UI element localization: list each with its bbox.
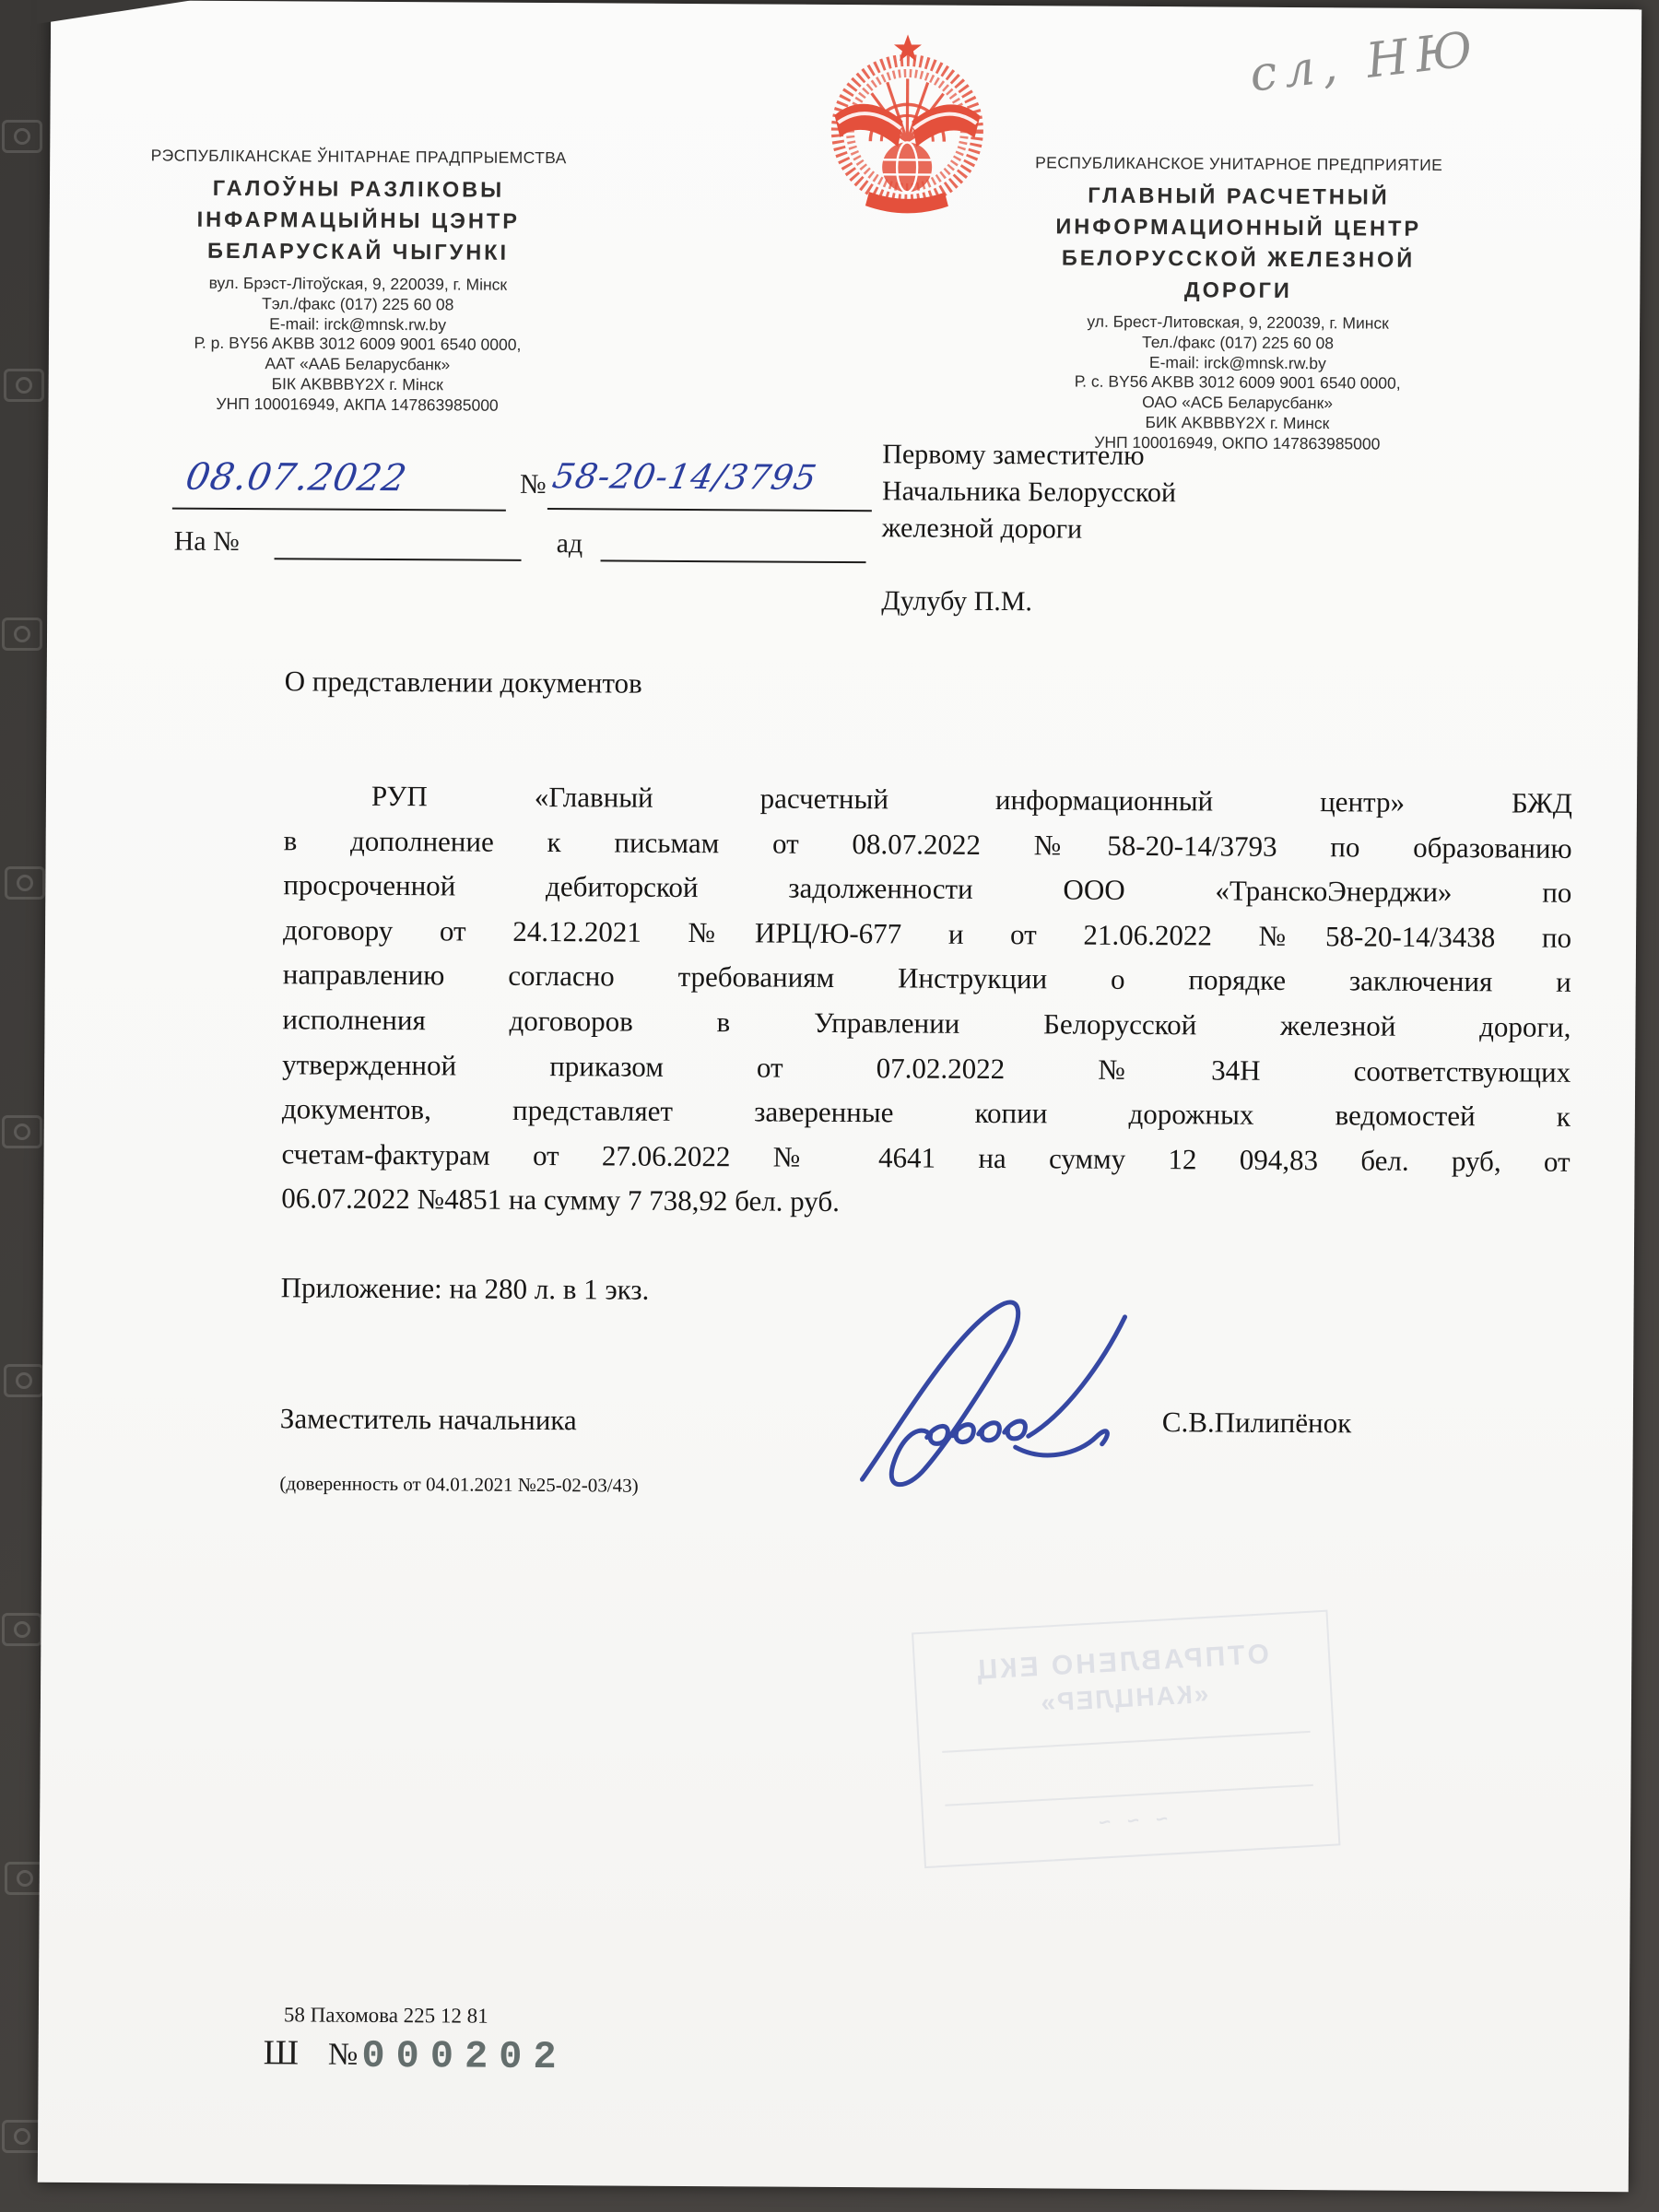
unp-line: УНП 100016949, АКПА 147863985000 <box>216 394 499 415</box>
org-name-line: БЕЛАРУСКАЙ ЧЫГУНКІ <box>206 238 510 265</box>
series-letter: Ш <box>263 2033 301 2073</box>
handwritten-date: 08.07.2022 <box>182 455 411 500</box>
number-sign: № <box>519 468 547 500</box>
camera-icon <box>2 618 42 651</box>
subject-line: О представлении документов <box>284 665 642 700</box>
addressee-block <box>882 436 1418 550</box>
camera-icon <box>2 2120 42 2153</box>
body-line: просроченной дебиторской задолженности ООО «ТранскоЭнерджи» по <box>283 868 1572 910</box>
body-line: договору от 24.12.2021 №ИРЦ/Ю-677 и от 21.06.2022 №58-20-14/3438 по <box>282 913 1572 954</box>
stamp-text-line: «КАНЦЛЕР» <box>1038 1678 1210 1718</box>
address-line: ул. Брест-Литовская, 9, 220039, г. Минск <box>1087 312 1389 333</box>
org-type-label: РЕСПУБЛИКАНСКОЕ УНИТАРНОЕ ПРЕДПРИЯТИЕ <box>1035 153 1443 174</box>
org-type-label: РЭСПУБЛІКАНСКАЕ ЎНІТАРНАЕ ПРАДПРЫЕМСТВА <box>150 146 567 168</box>
addressee-line: железной дороги <box>881 512 1083 545</box>
addressee-name: Дулубу П.М. <box>881 585 1033 618</box>
letter-page <box>38 0 1641 2192</box>
org-address <box>134 273 582 417</box>
org-name <box>134 171 582 268</box>
body-line: исполнения договоров в Управлении Белорусской железной дороги, <box>282 1003 1571 1043</box>
from-date-label: ад <box>556 528 583 559</box>
addressee-line: Начальника Белорусской <box>881 476 1177 509</box>
camera-icon <box>2 1613 42 1646</box>
bic-line: БІК AKBBBY2X г. Мінск <box>271 374 443 394</box>
addressee-line: Первому заместителю <box>882 439 1145 472</box>
bank-line: ОАО «АСБ Беларусбанк» <box>1142 393 1334 413</box>
phone-line: Тэл./факс (017) 225 60 08 <box>262 293 454 314</box>
body-line: документов, представляет заверенные копии дорожных ведомостей к <box>281 1092 1571 1133</box>
bank-line: ААТ «ААБ Беларусбанк» <box>265 354 451 374</box>
handwritten-outgoing-number: 58-20-14/3795 <box>549 456 820 498</box>
org-name <box>1009 179 1467 307</box>
blank-series-number <box>263 2032 567 2079</box>
form-number-stamp: 000202 <box>361 2033 568 2080</box>
body-line: 06.07.2022 №4851 на сумму 7 738,92 бел. руб. <box>281 1182 841 1218</box>
org-name-line: ГЛАВНЫЙ РАСЧЕТНЫЙ <box>1088 182 1390 209</box>
letterhead-russian <box>1008 153 1467 455</box>
in-reply-number-underline <box>275 558 522 561</box>
date-underline <box>172 508 506 512</box>
body-line: направлению согласно требованиям Инструкции о порядке заключения и <box>282 958 1571 999</box>
handwritten-routing-note: сл, НЮ <box>1246 21 1483 103</box>
bic-line: БИК AKBBBY2X г. Минск <box>1145 412 1330 433</box>
body-line: утвержденной приказом от 07.02.2022 №34Н соответствующих <box>282 1047 1571 1088</box>
belarus-coat-of-arms-icon <box>829 30 986 223</box>
stamp-signature-ghost: ~ ~ ~ <box>1092 1806 1169 1834</box>
address-line: вул. Брэст-Літоўская, 9, 220039, г. Мінск <box>208 273 508 294</box>
account-line: Р. с. BY56 AKBB 3012 6009 9001 6540 0000, <box>1074 371 1401 394</box>
email-line: E-mail: irck@mnsk.rw.by <box>1148 352 1326 372</box>
faded-dispatch-stamp <box>912 1610 1340 1868</box>
in-reply-to-label: На № <box>173 525 240 558</box>
signer-position: Заместитель начальника <box>279 1402 577 1437</box>
unp-line: УНП 100016949, ОКПО 147863985000 <box>1094 432 1381 453</box>
body-line: в дополнение к письмам от 08.07.2022 №58-20-14/3793 по образованию <box>283 823 1572 865</box>
org-name-line: ІНФАРМАЦЫЙНЫ ЦЭНТР <box>196 206 521 233</box>
letterhead-belarusian <box>134 146 583 417</box>
org-name-line: ГАЛОЎНЫ РАЗЛІКОВЫ <box>212 175 505 202</box>
camera-icon <box>4 369 44 402</box>
account-line: Р. р. BY56 AKBB 3012 6009 9001 6540 0000, <box>194 334 522 355</box>
handwritten-signature <box>814 1291 1176 1507</box>
stamp-rule <box>942 1731 1311 1753</box>
camera-icon <box>2 1115 42 1148</box>
body-line: счетам-фактурам от 27.06.2022 № 4641 на сумму 12 094,83 бел. руб, от <box>281 1137 1571 1178</box>
number-underline <box>547 508 872 512</box>
number-sign: № <box>327 2037 359 2072</box>
phone-line: Тел./факс (017) 225 60 08 <box>1141 332 1335 353</box>
camera-icon <box>4 1364 44 1397</box>
signer-name: С.В.Пилипёнок <box>1161 1406 1352 1440</box>
email-line: E-mail: irck@mnsk.rw.by <box>269 313 447 334</box>
org-name-line: БЕЛОРУССКОЙ ЖЕЛЕЗНОЙ ДОРОГИ <box>1061 245 1416 302</box>
body-paragraph <box>281 773 1572 1229</box>
camera-icon <box>5 866 45 900</box>
stamp-text-line: ОТПРАВЛЕНО ЕКЦ <box>973 1639 1270 1686</box>
power-of-attorney-note: (доверенность от 04.01.2021 №25-02-03/43) <box>279 1472 639 1497</box>
camera-icon <box>2 120 42 153</box>
in-reply-date-underline <box>601 559 866 563</box>
attachment-note: Приложение: на 280 л. в 1 экз. <box>280 1271 650 1306</box>
org-name-line: ИНФОРМАЦИОННЫЙ ЦЕНТР <box>1055 214 1422 241</box>
org-address <box>1008 312 1466 455</box>
body-line: РУП «Главный расчетный информационный центр» БЖД <box>371 779 1573 819</box>
executor-line: 58 Пахомова 225 12 81 <box>283 2003 488 2028</box>
